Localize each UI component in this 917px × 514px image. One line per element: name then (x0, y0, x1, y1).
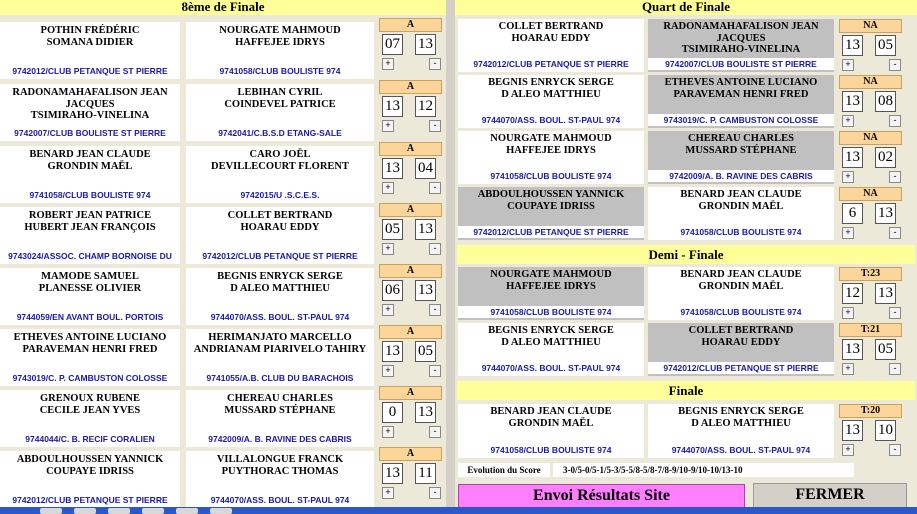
team-cell (458, 19, 644, 72)
score-label: A (379, 203, 442, 217)
score-label: A (379, 80, 442, 94)
club-name: 9742012/CLUB PETANQUE ST PIERRE (0, 494, 180, 506)
score-increment-button[interactable]: + (842, 444, 854, 456)
team-cell (0, 146, 180, 203)
score-decrement-button[interactable]: - (889, 59, 901, 71)
team-names: MAMODE SAMUEL PLANESSE OLIVIER (38, 271, 142, 294)
taskbar-app-icon[interactable] (74, 508, 96, 514)
team-names: COLLET BERTRAND HOARAU EDDY (498, 21, 604, 44)
score-decrement-button[interactable]: - (429, 426, 441, 438)
score-increment-button[interactable]: + (382, 365, 394, 377)
score-team1[interactable]: 13 (382, 341, 403, 362)
club-name: 9741058/CLUB BOULISTE 974 (458, 444, 644, 456)
club-name: 9742007/CLUB BOULISTE ST PIERRE (0, 127, 180, 139)
score-evolution-label: Evolution du Score (458, 463, 550, 477)
score-team2[interactable]: 13 (415, 402, 436, 423)
score-increment-button[interactable]: + (382, 487, 394, 499)
team-cell (458, 323, 644, 376)
team-cell (648, 404, 834, 458)
team-names: LEBIHAN CYRIL COINDEVEL PATRICE (224, 87, 336, 110)
team-names: BENARD JEAN CLAUDE GRONDIN MAËL (680, 269, 802, 292)
score-team1[interactable]: 13 (842, 35, 863, 56)
score-label: T:21 (839, 323, 902, 337)
team-cell (648, 75, 834, 128)
team-names: BENARD JEAN CLAUDE GRONDIN MAËL (490, 406, 612, 429)
score-label: A (379, 447, 442, 461)
close-button[interactable]: FERMER (753, 483, 907, 508)
score-team2[interactable]: 05 (875, 339, 896, 360)
score-decrement-button[interactable]: - (889, 171, 901, 183)
club-name: 9744070/ASS. BOUL. ST-PAUL 974 (458, 362, 644, 374)
score-label: A (379, 325, 442, 339)
team-names: POTHIN FRÉDÉRIC SOMANA DIDIER (40, 25, 140, 48)
score-decrement-button[interactable]: - (429, 58, 441, 70)
demi-header: Demi - Finale (457, 245, 915, 264)
team-names: CARO JOËL DEVILLECOURT FLORENT (210, 149, 349, 172)
team-cell (458, 404, 644, 458)
score-team1[interactable]: 6 (842, 203, 863, 224)
team-names: ABDOULHOUSSEN YANNICK COUPAYE IDRISS (477, 189, 625, 212)
score-team2[interactable]: 11 (415, 463, 436, 484)
team-names: CHEREAU CHARLES MUSSARD STÉPHANE (224, 393, 336, 416)
club-name: 9744070/ASS. BOUL. ST-PAUL 974 (458, 114, 644, 126)
score-increment-button[interactable]: + (842, 171, 854, 183)
taskbar-app-icon[interactable] (40, 508, 62, 514)
team-cell (0, 207, 180, 264)
club-name: 9744044/C. B. RECIF CORALIEN (0, 433, 180, 445)
score-increment-button[interactable]: + (842, 227, 854, 239)
club-name: 9741058/CLUB BOULISTE 974 (0, 189, 180, 201)
club-name: 9742012/CLUB PETANQUE ST PIERRE (458, 226, 644, 238)
team-cell (0, 390, 180, 447)
score-increment-button[interactable]: + (382, 304, 394, 316)
taskbar-app-icon[interactable] (108, 508, 130, 514)
club-name: 9744059/EN AVANT BOUL. PORTOIS (0, 311, 180, 323)
team-names: COLLET BERTRAND HOARAU EDDY (688, 325, 794, 348)
score-decrement-button[interactable]: - (429, 243, 441, 255)
score-team1[interactable]: 13 (842, 147, 863, 168)
score-increment-button[interactable]: + (842, 363, 854, 375)
club-name: 9742007/CLUB BOULISTE ST PIERRE (648, 58, 834, 70)
score-decrement-button[interactable]: - (889, 227, 901, 239)
team-names: NOURGATE MAHMOUD HAFFEJEE IDRYS (490, 133, 612, 156)
round16-header: 8ème de Finale (0, 0, 446, 15)
team-cell (186, 207, 374, 264)
team-cell (648, 267, 834, 320)
club-name: 9742012/CLUB PETANQUE ST PIERRE (0, 65, 180, 77)
team-cell (186, 268, 374, 325)
send-results-button[interactable]: Envoi Résultats Site (458, 484, 745, 508)
score-decrement-button[interactable]: - (889, 307, 901, 319)
club-name: 9741058/CLUB BOULISTE 974 (648, 226, 834, 238)
score-team1[interactable]: 06 (382, 280, 403, 301)
score-increment-button[interactable]: + (842, 307, 854, 319)
team-cell (186, 451, 374, 508)
score-label: NA (839, 187, 902, 201)
team-cell (648, 323, 834, 376)
team-names: VILLALONGUE FRANCK PUYTHORAC THOMAS (216, 454, 344, 477)
score-decrement-button[interactable]: - (889, 444, 901, 456)
score-team1[interactable]: 13 (842, 91, 863, 112)
score-team2[interactable]: 08 (875, 91, 896, 112)
club-name: 9742012/CLUB PETANQUE ST PIERRE (186, 250, 374, 262)
team-names: BENARD JEAN CLAUDE GRONDIN MAËL (680, 189, 802, 212)
score-team2[interactable]: 12 (415, 96, 436, 117)
team-cell (0, 22, 180, 79)
team-cell (186, 390, 374, 447)
team-names: ABDOULHOUSSEN YANNICK COUPAYE IDRISS (16, 454, 164, 477)
score-team1[interactable]: 13 (842, 339, 863, 360)
team-names: RADONAMAHAFALISON JEAN JACQUES TSIMIRAHO-VINELINA (663, 21, 819, 55)
team-names: HERIMANJATO MARCELLO ANDRIANAM PIARIVELO TAHIRY (193, 332, 367, 355)
score-team1[interactable]: 13 (842, 420, 863, 441)
team-cell (0, 268, 180, 325)
team-names: BENARD JEAN CLAUDE GRONDIN MAËL (29, 149, 151, 172)
score-label: A (379, 264, 442, 278)
score-label: T:23 (839, 267, 902, 281)
score-team2[interactable]: 13 (415, 280, 436, 301)
taskbar-app-icon[interactable] (210, 508, 232, 514)
club-name: 9741058/CLUB BOULISTE 974 (458, 170, 644, 182)
team-names: BEGNIS ENRYCK SERGE D ALEO MATTHIEU (678, 406, 804, 429)
score-label: NA (839, 131, 902, 145)
score-team2[interactable]: 13 (875, 283, 896, 304)
club-name: 9741058/CLUB BOULISTE 974 (458, 306, 644, 318)
team-cell (0, 451, 180, 508)
club-name: 9742009/A. B. RAVINE DES CABRIS (648, 170, 834, 182)
club-name: 9742012/CLUB PETANQUE ST PIERRE (458, 58, 644, 70)
club-name: 9743019/C. P. CAMBUSTON COLOSSE (0, 372, 180, 384)
score-team2[interactable]: 13 (415, 219, 436, 240)
finale-header: Finale (457, 381, 915, 400)
team-cell (186, 329, 374, 386)
score-decrement-button[interactable]: - (429, 365, 441, 377)
team-names: BEGNIS ENRYCK SERGE D ALEO MATTHIEU (488, 77, 614, 100)
score-label: A (379, 386, 442, 400)
club-name: 9744070/ASS. BOUL. ST-PAUL 974 (186, 311, 374, 323)
score-decrement-button[interactable]: - (889, 115, 901, 127)
team-cell (186, 84, 374, 141)
score-decrement-button[interactable]: - (429, 182, 441, 194)
team-cell (458, 267, 644, 320)
team-cell (186, 22, 374, 79)
club-name: 9741058/CLUB BOULISTE 974 (186, 65, 374, 77)
score-label: NA (839, 75, 902, 89)
score-label: A (379, 142, 442, 156)
team-names: RADONAMAHAFALISON JEAN JACQUES TSIMIRAHO-VINELINA (12, 87, 168, 121)
team-names: BEGNIS ENRYCK SERGE D ALEO MATTHIEU (217, 271, 343, 294)
score-label: NA (839, 19, 902, 33)
team-cell (0, 84, 180, 141)
score-team2[interactable]: 10 (875, 420, 896, 441)
team-names: BEGNIS ENRYCK SERGE D ALEO MATTHIEU (488, 325, 614, 348)
taskbar-app-icon[interactable] (142, 508, 164, 514)
team-cell (648, 187, 834, 240)
score-team2[interactable]: 13 (415, 34, 436, 55)
team-names: ETHEVES ANTOINE LUCIANO PARAVEMAN HENRI FRED (664, 77, 818, 100)
taskbar-app-icon[interactable] (176, 508, 198, 514)
score-increment-button[interactable]: + (382, 426, 394, 438)
quarter-header: Quart de Finale (455, 0, 917, 15)
score-team1[interactable]: 0 (382, 402, 403, 423)
score-evolution-value: 3-0/5-0/5-1/5-3/5-5/8-5/8-7/8-9/10-9/10-10/13-10 (553, 463, 854, 477)
score-decrement-button[interactable]: - (889, 363, 901, 375)
team-cell (458, 131, 644, 184)
score-team2[interactable]: 05 (875, 35, 896, 56)
team-names: GRENOUX RUBENE CECILE JEAN YVES (39, 393, 141, 416)
score-increment-button[interactable]: + (382, 182, 394, 194)
score-label: T:20 (839, 404, 902, 418)
team-cell (186, 146, 374, 203)
team-cell (458, 75, 644, 128)
team-names: COLLET BERTRAND HOARAU EDDY (227, 210, 333, 233)
score-increment-button[interactable]: + (382, 58, 394, 70)
club-name: 9741055/A.B. CLUB DU BARACHOIS (186, 372, 374, 384)
score-increment-button[interactable]: + (842, 59, 854, 71)
team-names: ROBERT JEAN PATRICE HUBERT JEAN FRANÇOIS (24, 210, 156, 233)
club-name: 9742015/U .S.C.E.S. (186, 189, 374, 201)
team-names: NOURGATE MAHMOUD HAFFEJEE IDRYS (219, 25, 341, 48)
club-name: 9742012/CLUB PETANQUE ST PIERRE (648, 362, 834, 374)
score-decrement-button[interactable]: - (429, 120, 441, 132)
club-name: 9743024/ASSOC. CHAMP BORNOISE DU (0, 250, 180, 262)
team-names: ETHEVES ANTOINE LUCIANO PARAVEMAN HENRI FRED (13, 332, 167, 355)
club-name: 9742041/C.B.S.D ETANG-SALE (186, 127, 374, 139)
score-team2[interactable]: 04 (415, 158, 436, 179)
team-cell (0, 329, 180, 386)
score-team1[interactable]: 05 (382, 219, 403, 240)
taskbar (0, 507, 917, 514)
club-name: 9743019/C. P. CAMBUSTON COLOSSE (648, 114, 834, 126)
team-cell (458, 187, 644, 240)
team-cell (648, 131, 834, 184)
score-team2[interactable]: 13 (875, 203, 896, 224)
score-team1[interactable]: 13 (382, 96, 403, 117)
club-name: 9741058/CLUB BOULISTE 974 (648, 306, 834, 318)
team-cell (648, 19, 834, 72)
score-team2[interactable]: 05 (415, 341, 436, 362)
club-name: 9744070/ASS. BOUL. ST-PAUL 974 (648, 444, 834, 456)
club-name: 9744070/ASS. BOUL. ST-PAUL 974 (186, 494, 374, 506)
score-increment-button[interactable]: + (382, 120, 394, 132)
score-label: A (379, 18, 442, 32)
score-team2[interactable]: 02 (875, 147, 896, 168)
score-decrement-button[interactable]: - (429, 304, 441, 316)
score-team1[interactable]: 13 (382, 463, 403, 484)
score-team1[interactable]: 12 (842, 283, 863, 304)
score-increment-button[interactable]: + (382, 243, 394, 255)
score-increment-button[interactable]: + (842, 115, 854, 127)
score-team1[interactable]: 13 (382, 158, 403, 179)
score-team1[interactable]: 07 (382, 34, 403, 55)
club-name: 9742009/A. B. RAVINE DES CABRIS (186, 433, 374, 445)
team-names: NOURGATE MAHMOUD HAFFEJEE IDRYS (490, 269, 612, 292)
team-names: CHEREAU CHARLES MUSSARD STÉPHANE (685, 133, 797, 156)
score-decrement-button[interactable]: - (429, 487, 441, 499)
